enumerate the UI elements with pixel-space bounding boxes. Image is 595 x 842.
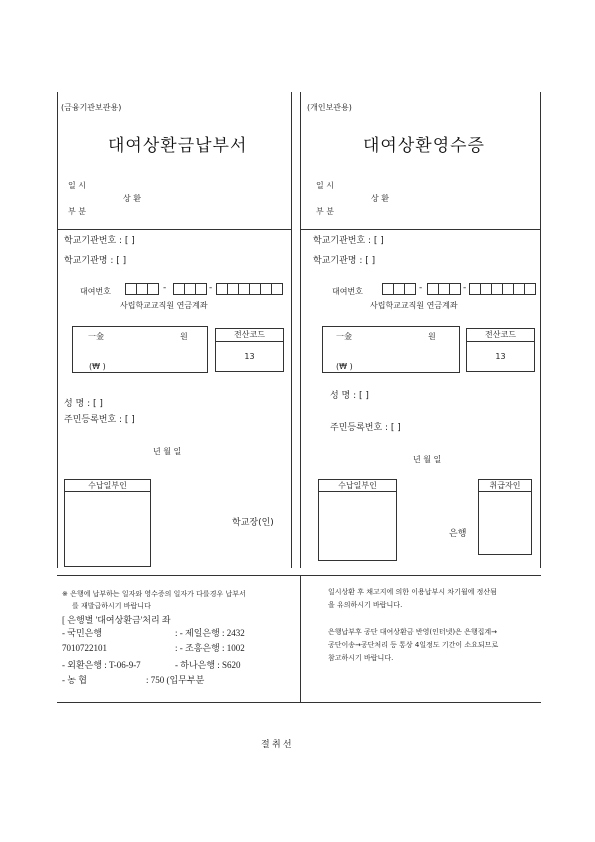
right-loan-dash-2: -	[463, 283, 467, 293]
right-handler-divider	[478, 491, 532, 492]
right-name-label: 성 명 : [ ]	[330, 391, 369, 401]
left-title: 대여상환금납부서	[108, 136, 248, 156]
right-bank: 은행	[449, 529, 467, 539]
right-note-p2b: 공단이송→공단처리 등 통상 4일정도 기간이 소요되므로	[328, 641, 499, 649]
right-loan-no-label: 대여번호	[332, 287, 363, 296]
notes-center-divider	[300, 576, 301, 702]
left-date-repay: 상 환	[123, 194, 141, 203]
right-rrn-label: 주민등록번호 : [ ]	[330, 423, 401, 433]
left-tag: (금융기관보관용)	[61, 103, 122, 112]
right-code-value: 13	[495, 352, 506, 361]
cut-line-label: 절 취 선	[261, 739, 292, 749]
right-amount-prefix: 一金	[336, 332, 352, 341]
right-tag: (개인보관용)	[307, 103, 352, 112]
left-account-label: 사립학교교직원 연금계좌	[120, 301, 208, 310]
left-loan-cell[interactable]	[147, 283, 159, 295]
right-note-p2c: 참고하시기 바랍니다.	[328, 654, 394, 662]
left-panel-right-border	[291, 92, 292, 568]
right-title: 대여상환영수증	[363, 136, 485, 156]
left-panel-header-divider	[57, 229, 292, 230]
right-date-repay: 상 환	[371, 194, 389, 203]
bank-row1b: : - 제일은행 : 2432	[175, 628, 245, 638]
right-amount-unit: 원	[428, 332, 436, 341]
left-loan-no-label: 대여번호	[80, 287, 111, 296]
left-amount-won: (₩ )	[89, 362, 106, 371]
left-amount-unit: 원	[180, 332, 188, 341]
right-panel-right-border	[540, 92, 541, 568]
left-school-name: 학교기관명 : [ ]	[64, 256, 127, 266]
left-loan-cell[interactable]	[271, 283, 283, 295]
right-handler-label: 취급자인	[489, 481, 521, 490]
right-loan-cell[interactable]	[404, 283, 416, 295]
bank-row4b: : 750 (입무부분	[146, 675, 205, 685]
right-code-divider	[466, 341, 535, 342]
right-account-label: 사립학교교직원 연금계좌	[370, 301, 458, 310]
left-stamp-label: 수납일부인	[88, 481, 127, 490]
bank-row1a: - 국민은행	[62, 628, 103, 638]
note1: ※ 은행에 납부하는 일자와 영수증의 일자가 다를경우 납부서	[62, 590, 246, 598]
bank-row2b: : - 조흥은행 : 1002	[175, 643, 245, 653]
right-date-line2: 부 분	[316, 207, 334, 216]
notes-top-border	[57, 575, 541, 576]
left-date-line2: 부 분	[68, 207, 86, 216]
right-note-p2a: 은행납부후 공단 대여상환금 반영(인터넷)은 은행집계→	[328, 628, 497, 636]
bank-row4a: - 농 협	[62, 675, 87, 685]
right-loan-dash-1: -	[419, 283, 423, 293]
left-principal: 학교장(인)	[232, 518, 274, 528]
note2: 를 재발급하시기 바랍니다	[72, 602, 151, 610]
notes-bottom-border	[57, 702, 541, 703]
right-stamp-divider	[318, 491, 397, 492]
left-loan-cell[interactable]	[195, 283, 207, 295]
banks-header: [ 은행별 '대여상환금'처리 좌	[62, 615, 171, 625]
left-name-label: 성 명 : [ ]	[64, 399, 103, 409]
left-school-no: 학교기관번호 : [ ]	[64, 236, 135, 246]
left-panel-left-border	[57, 92, 58, 568]
left-loan-dash-2: -	[209, 283, 213, 293]
right-amount-won: (₩ )	[336, 362, 353, 371]
right-school-name: 학교기관명 : [ ]	[313, 256, 376, 266]
bank-row3a: - 외환은행 : T-06-9-7	[62, 660, 141, 670]
right-date-line1: 일 시	[316, 181, 334, 190]
left-code-value: 13	[244, 352, 255, 361]
right-loan-cell[interactable]	[449, 283, 461, 295]
left-loan-dash-1: -	[163, 283, 167, 293]
right-ymd: 년 월 일	[413, 455, 442, 464]
right-note-p1b: 을 유의하시기 바랍니다.	[328, 601, 403, 609]
left-ymd: 년 월 일	[153, 447, 182, 456]
right-panel-header-divider	[300, 229, 541, 230]
left-code-header: 전산코드	[234, 330, 265, 339]
bank-row2a: 7010722101	[62, 643, 107, 653]
right-note-p1a: 일시상환 후 채고지에 의한 이용납부시 차기월에 정산됨	[328, 588, 497, 596]
right-stamp-label: 수납일부인	[338, 481, 377, 490]
left-code-divider	[215, 341, 284, 342]
bank-row3b: - 하나은행 : S620	[175, 660, 241, 670]
right-loan-cell[interactable]	[524, 283, 536, 295]
left-stamp-box	[64, 479, 151, 567]
left-date-line1: 일 시	[68, 181, 86, 190]
left-stamp-divider	[64, 491, 151, 492]
right-code-header: 전산코드	[485, 330, 516, 339]
right-panel-left-border	[300, 92, 301, 568]
left-amount-prefix: 一金	[88, 332, 104, 341]
right-school-no: 학교기관번호 : [ ]	[313, 236, 384, 246]
left-rrn-label: 주민등록번호 : [ ]	[64, 415, 135, 425]
